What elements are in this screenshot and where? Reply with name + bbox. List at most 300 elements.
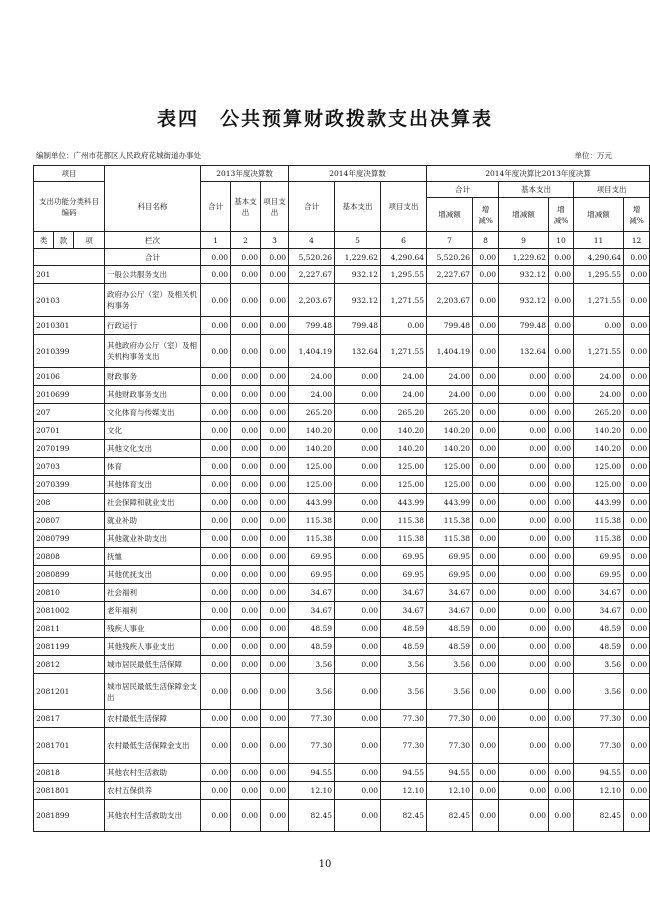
table-cell: 77.30: [574, 728, 624, 764]
row-code: 20106: [34, 368, 105, 386]
table-cell: 77.30: [381, 728, 427, 764]
table-row: [34, 440, 650, 458]
table-cell: 140.20: [427, 440, 473, 458]
row-code: 2080799: [34, 530, 105, 548]
table-cell: 0.00: [201, 317, 231, 335]
table-cell: 0.00: [549, 638, 574, 656]
table-cell: 48.59: [289, 620, 335, 638]
table-cell: 0.00: [473, 674, 499, 710]
table-row: [34, 422, 650, 440]
table-cell: 69.95: [574, 566, 624, 584]
table-cell: 0.00: [261, 458, 289, 476]
table-cell: 0.00: [499, 800, 549, 832]
row-subject-name: 抚恤: [105, 548, 201, 566]
table-cell: 1,404.19: [289, 335, 335, 368]
table-cell: 0.00: [473, 440, 499, 458]
row-subject-name: 残疾人事业: [105, 620, 201, 638]
table-cell: 1,229.62: [335, 249, 381, 266]
table-cell: 0.00: [231, 368, 261, 386]
row-code: 2081899: [34, 800, 105, 832]
table-cell: 0.00: [261, 335, 289, 368]
header-2014-project: 项目支出: [381, 182, 427, 232]
table-cell: 0.00: [231, 440, 261, 458]
header-2013-total: 合计: [201, 182, 231, 232]
table-cell: 0.00: [473, 782, 499, 800]
table-cell: 0.00: [473, 566, 499, 584]
table-cell: 77.30: [427, 728, 473, 764]
table-cell: 0.00: [231, 249, 261, 266]
table-cell: 0.00: [231, 602, 261, 620]
row-subject-name: 老年福利: [105, 602, 201, 620]
table-cell: 0.00: [231, 782, 261, 800]
row-code: 2070399: [34, 476, 105, 494]
table-cell: 0.00: [261, 764, 289, 782]
table-cell: 0.00: [624, 782, 650, 800]
table-cell: 0.00: [231, 764, 261, 782]
table-cell: 0.00: [473, 800, 499, 832]
table-cell: 0.00: [473, 422, 499, 440]
table-cell: 0.00: [624, 422, 650, 440]
table-cell: 0.00: [231, 512, 261, 530]
table-cell: 0.00: [499, 404, 549, 422]
table-cell: 0.00: [201, 512, 231, 530]
table-cell: 0.00: [335, 638, 381, 656]
table-cell: 0.00: [335, 548, 381, 566]
table-cell: 0.00: [624, 728, 650, 764]
table-cell: 265.20: [574, 404, 624, 422]
table-cell: 24.00: [381, 368, 427, 386]
table-cell: 2,203.67: [427, 284, 473, 317]
table-cell: 24.00: [289, 386, 335, 404]
table-cell: 0.00: [261, 284, 289, 317]
row-subject-name: 文化体育与传媒支出: [105, 404, 201, 422]
table-cell: 3.56: [427, 674, 473, 710]
table-cell: 0.00: [201, 620, 231, 638]
table-cell: 0.00: [201, 249, 231, 266]
table-cell: 24.00: [427, 386, 473, 404]
table-cell: 115.38: [574, 512, 624, 530]
table-cell: 0.00: [549, 512, 574, 530]
org-label: 编制单位：广州市花都区人民政府花城街道办事处: [36, 151, 201, 160]
table-cell: 0.00: [335, 404, 381, 422]
table-cell: 0.00: [261, 404, 289, 422]
table-cell: 0.00: [231, 458, 261, 476]
table-cell: 140.20: [381, 422, 427, 440]
table-row: [34, 620, 650, 638]
table-cell: 69.95: [381, 548, 427, 566]
table-cell: 0.00: [231, 284, 261, 317]
table-cell: 0.00: [499, 602, 549, 620]
table-cell: 0.00: [261, 584, 289, 602]
table-cell: 0.00: [574, 317, 624, 335]
table-cell: 0.00: [231, 800, 261, 832]
table-cell: 0.00: [231, 335, 261, 368]
table-cell: 0.00: [624, 476, 650, 494]
table-cell: 0.00: [261, 710, 289, 728]
table-cell: 24.00: [574, 368, 624, 386]
table-cell: 0.00: [624, 386, 650, 404]
table-cell: 125.00: [289, 476, 335, 494]
table-cell: 0.00: [473, 602, 499, 620]
table-cell: 0.00: [201, 440, 231, 458]
row-subject-name: 农村最低生活保障: [105, 710, 201, 728]
table-cell: 0.00: [201, 494, 231, 512]
table-cell: 0.00: [201, 566, 231, 584]
table-cell: 115.38: [574, 530, 624, 548]
table-cell: 0.00: [499, 638, 549, 656]
table-cell: 0.00: [261, 317, 289, 335]
row-subject-name: 政府办公厅（室）及相关机构事务: [105, 284, 201, 317]
table-cell: 77.30: [289, 728, 335, 764]
table-cell: 69.95: [289, 548, 335, 566]
table-cell: 443.99: [289, 494, 335, 512]
header-xiang: 项: [74, 232, 105, 249]
table-cell: 0.00: [261, 638, 289, 656]
header-2013: 2013年度决算数: [201, 166, 289, 182]
table-row: [34, 284, 650, 317]
table-cell: 0.00: [499, 548, 549, 566]
table-cell: 0.00: [261, 602, 289, 620]
table-cell: 132.64: [499, 335, 549, 368]
table-row: [34, 368, 650, 386]
table-cell: 0.00: [335, 530, 381, 548]
table-cell: 48.59: [289, 638, 335, 656]
table-cell: 0.00: [499, 728, 549, 764]
table-cell: 125.00: [289, 458, 335, 476]
table-cell: 0.00: [499, 458, 549, 476]
row-code: 20817: [34, 710, 105, 728]
table-cell: 48.59: [574, 638, 624, 656]
table-cell: 0.00: [624, 584, 650, 602]
table-cell: 1,404.19: [427, 335, 473, 368]
table-cell: 12.10: [574, 782, 624, 800]
table-cell: 0.00: [261, 656, 289, 674]
header-kuan: 款: [54, 232, 74, 249]
table-cell: 0.00: [335, 728, 381, 764]
table-cell: 0.00: [549, 566, 574, 584]
table-cell: 0.00: [624, 266, 650, 284]
table-cell: 0.00: [473, 638, 499, 656]
table-cell: 0.00: [624, 530, 650, 548]
table-cell: 0.00: [201, 335, 231, 368]
row-code: 2081002: [34, 602, 105, 620]
table-cell: 125.00: [574, 476, 624, 494]
table-cell: 0.00: [335, 386, 381, 404]
col-number: 8: [473, 232, 499, 249]
table-cell: 0.00: [624, 494, 650, 512]
table-cell: 0.00: [549, 602, 574, 620]
table-cell: 0.00: [231, 638, 261, 656]
table-cell: 0.00: [549, 404, 574, 422]
table-cell: 5,520.26: [427, 249, 473, 266]
table-cell: 0.00: [201, 284, 231, 317]
table-cell: 125.00: [427, 476, 473, 494]
table-cell: 0.00: [335, 494, 381, 512]
table-cell: 0.00: [473, 249, 499, 266]
table-cell: 0.00: [231, 548, 261, 566]
table-cell: 0.00: [499, 530, 549, 548]
table-cell: 0.00: [549, 422, 574, 440]
col-number: 5: [335, 232, 381, 249]
table-cell: 443.99: [381, 494, 427, 512]
table-cell: 125.00: [574, 458, 624, 476]
table-cell: 34.67: [427, 584, 473, 602]
table-cell: 0.00: [335, 566, 381, 584]
table-cell: 0.00: [335, 674, 381, 710]
header-2014: 2014年度决算数: [289, 166, 427, 182]
table-cell: 48.59: [381, 620, 427, 638]
table-row: [34, 764, 650, 782]
row-code: 2081801: [34, 782, 105, 800]
table-cell: 0.00: [261, 566, 289, 584]
header-project: 项目: [34, 166, 105, 182]
table-cell: 115.38: [427, 512, 473, 530]
table-cell: 0.00: [201, 368, 231, 386]
table-cell: 0.00: [549, 710, 574, 728]
table-cell: 0.00: [335, 800, 381, 832]
table-cell: 0.00: [201, 458, 231, 476]
table-cell: 0.00: [335, 656, 381, 674]
table-cell: 2,227.67: [427, 266, 473, 284]
table-cell: 1,271.55: [574, 284, 624, 317]
table-cell: 1,271.55: [381, 284, 427, 317]
table-cell: 0.00: [473, 494, 499, 512]
table-cell: 3.56: [574, 674, 624, 710]
row-code: 20810: [34, 584, 105, 602]
table-cell: 0.00: [499, 368, 549, 386]
table-cell: 3.56: [289, 656, 335, 674]
table-cell: 82.45: [574, 800, 624, 832]
table-cell: 0.00: [549, 728, 574, 764]
table-cell: 115.38: [289, 512, 335, 530]
table-cell: 0.00: [499, 386, 549, 404]
table-cell: 0.00: [624, 512, 650, 530]
document-title: 表四 公共预算财政拨款支出决算表: [156, 108, 493, 130]
table-cell: 48.59: [427, 638, 473, 656]
row-code: 2081199: [34, 638, 105, 656]
table-cell: 0.00: [499, 764, 549, 782]
table-cell: 0.00: [473, 584, 499, 602]
total-label: 合计: [105, 249, 201, 266]
table-cell: 799.48: [289, 317, 335, 335]
table-cell: 0.00: [624, 638, 650, 656]
row-subject-name: 其他文化支出: [105, 440, 201, 458]
table-cell: 0.00: [335, 620, 381, 638]
row-subject-name: 城市居民最低生活保障金支出: [105, 674, 201, 710]
table-cell: 0.00: [335, 476, 381, 494]
table-cell: 0.00: [499, 476, 549, 494]
col-number: 9: [499, 232, 549, 249]
table-cell: 0.00: [549, 266, 574, 284]
table-cell: 48.59: [574, 620, 624, 638]
table-cell: 0.00: [261, 548, 289, 566]
table-cell: 0.00: [201, 638, 231, 656]
table-cell: 3.56: [381, 674, 427, 710]
table-cell: 0.00: [335, 368, 381, 386]
row-code: 2010399: [34, 335, 105, 368]
table-cell: 0.00: [624, 674, 650, 710]
table-cell: 77.30: [381, 710, 427, 728]
row-subject-name: 一般公共服务支出: [105, 266, 201, 284]
table-cell: 0.00: [201, 710, 231, 728]
table-cell: 0.00: [201, 674, 231, 710]
table-cell: 0.00: [624, 404, 650, 422]
table-cell: 69.95: [289, 566, 335, 584]
table-cell: 0.00: [201, 764, 231, 782]
table-cell: 0.00: [624, 440, 650, 458]
table-cell: 0.00: [201, 266, 231, 284]
table-cell: 3.56: [574, 656, 624, 674]
table-cell: 0.00: [201, 584, 231, 602]
table-cell: 115.38: [381, 530, 427, 548]
row-subject-name: 其他农村生活救助: [105, 764, 201, 782]
table-cell: 69.95: [381, 566, 427, 584]
table-cell: 2,203.67: [289, 284, 335, 317]
table-cell: 0.00: [231, 266, 261, 284]
header-2013-basic: 基本支出: [231, 182, 261, 232]
table-row: [34, 638, 650, 656]
table-cell: 4,290.64: [574, 249, 624, 266]
table-cell: 0.00: [473, 317, 499, 335]
col-number: 11: [574, 232, 624, 249]
table-cell: 0.00: [549, 800, 574, 832]
row-subject-name: 其他优抚支出: [105, 566, 201, 584]
table-cell: 0.00: [473, 764, 499, 782]
table-cell: 0.00: [499, 440, 549, 458]
row-subject-name: 农村五保供养: [105, 782, 201, 800]
table-cell: 1,271.55: [381, 335, 427, 368]
table-row: [34, 656, 650, 674]
table-cell: 0.00: [201, 800, 231, 832]
col-number: 7: [427, 232, 473, 249]
table-cell: 0.00: [549, 782, 574, 800]
table-cell: 77.30: [427, 710, 473, 728]
table-cell: 932.12: [335, 284, 381, 317]
table-cell: 0.00: [201, 656, 231, 674]
table-cell: 0.00: [473, 368, 499, 386]
table-cell: 0.00: [231, 656, 261, 674]
table-cell: 34.67: [381, 584, 427, 602]
row-subject-name: 城市居民最低生活保障: [105, 656, 201, 674]
row-subject-name: 其他农村生活救助支出: [105, 800, 201, 832]
row-code: 20701: [34, 422, 105, 440]
table-cell: 0.00: [499, 710, 549, 728]
header-2014-basic: 基本支出: [335, 182, 381, 232]
table-cell: 0.00: [549, 764, 574, 782]
table-cell: 932.12: [335, 266, 381, 284]
header-incr-pct: 增减%: [624, 198, 650, 232]
table-cell: 0.00: [549, 674, 574, 710]
row-subject-name: 其他体育支出: [105, 476, 201, 494]
table-row: [34, 548, 650, 566]
table-cell: 77.30: [574, 710, 624, 728]
table-cell: 0.00: [335, 710, 381, 728]
table-row: [34, 728, 650, 764]
col-number: 2: [231, 232, 261, 249]
table-cell: 0.00: [624, 335, 650, 368]
table-cell: 125.00: [381, 458, 427, 476]
unit-label: 单位：万元: [574, 151, 612, 160]
table-cell: 34.67: [289, 584, 335, 602]
table-cell: 0.00: [335, 422, 381, 440]
table-cell: 115.38: [381, 512, 427, 530]
table-cell: 0.00: [624, 566, 650, 584]
table-cell: 0.00: [261, 476, 289, 494]
table-row: [34, 602, 650, 620]
table-cell: 0.00: [499, 620, 549, 638]
table-cell: 0.00: [549, 584, 574, 602]
table-cell: 0.00: [473, 620, 499, 638]
table-row: [34, 512, 650, 530]
table-cell: 140.20: [381, 440, 427, 458]
table-cell: 115.38: [289, 530, 335, 548]
table-cell: 0.00: [261, 800, 289, 832]
table-cell: 125.00: [381, 476, 427, 494]
table-cell: 0.00: [261, 620, 289, 638]
row-code: 2081701: [34, 728, 105, 764]
col-number: 6: [381, 232, 427, 249]
table-cell: 0.00: [261, 368, 289, 386]
table-cell: 0.00: [473, 284, 499, 317]
table-cell: 0.00: [261, 674, 289, 710]
table-cell: 24.00: [427, 368, 473, 386]
table-cell: 0.00: [261, 782, 289, 800]
table-cell: 94.55: [381, 764, 427, 782]
table-cell: 0.00: [261, 728, 289, 764]
table-cell: 0.00: [549, 368, 574, 386]
table-cell: 0.00: [201, 548, 231, 566]
table-cell: 0.00: [549, 440, 574, 458]
table-cell: 0.00: [499, 656, 549, 674]
table-cell: 0.00: [473, 266, 499, 284]
table-cell: 0.00: [335, 458, 381, 476]
row-code: 20807: [34, 512, 105, 530]
table-cell: 0.00: [473, 710, 499, 728]
row-subject-name: 社会保障和就业支出: [105, 494, 201, 512]
header-compare: 2014年度决算比2013年度决算: [427, 166, 650, 182]
table-cell: 0.00: [231, 584, 261, 602]
table-row: [34, 710, 650, 728]
table-cell: 0.00: [624, 458, 650, 476]
row-code: 20811: [34, 620, 105, 638]
table-cell: 0.00: [231, 728, 261, 764]
table-cell: 140.20: [427, 422, 473, 440]
table-cell: 125.00: [427, 458, 473, 476]
table-cell: 4,290.64: [381, 249, 427, 266]
col-number: 1: [201, 232, 231, 249]
row-code: 20808: [34, 548, 105, 566]
header-incr-pct: 增减%: [549, 198, 574, 232]
table-cell: 0.00: [624, 548, 650, 566]
header-cmp-basic: 基本支出: [499, 182, 574, 198]
table-cell: 0.00: [261, 422, 289, 440]
table-cell: 34.67: [427, 602, 473, 620]
table-cell: 0.00: [473, 404, 499, 422]
table-cell: 0.00: [201, 728, 231, 764]
table-cell: 0.00: [335, 512, 381, 530]
row-code: 2070199: [34, 440, 105, 458]
table-cell: 0.00: [231, 710, 261, 728]
table-cell: 0.00: [499, 674, 549, 710]
table-cell: 1,295.55: [381, 266, 427, 284]
table-cell: 0.00: [549, 494, 574, 512]
table-cell: 0.00: [381, 317, 427, 335]
row-subject-name: 行政运行: [105, 317, 201, 335]
table-cell: 140.20: [289, 422, 335, 440]
table-row: [34, 800, 650, 832]
table-cell: 77.30: [289, 710, 335, 728]
header-cmp-project: 项目支出: [574, 182, 650, 198]
